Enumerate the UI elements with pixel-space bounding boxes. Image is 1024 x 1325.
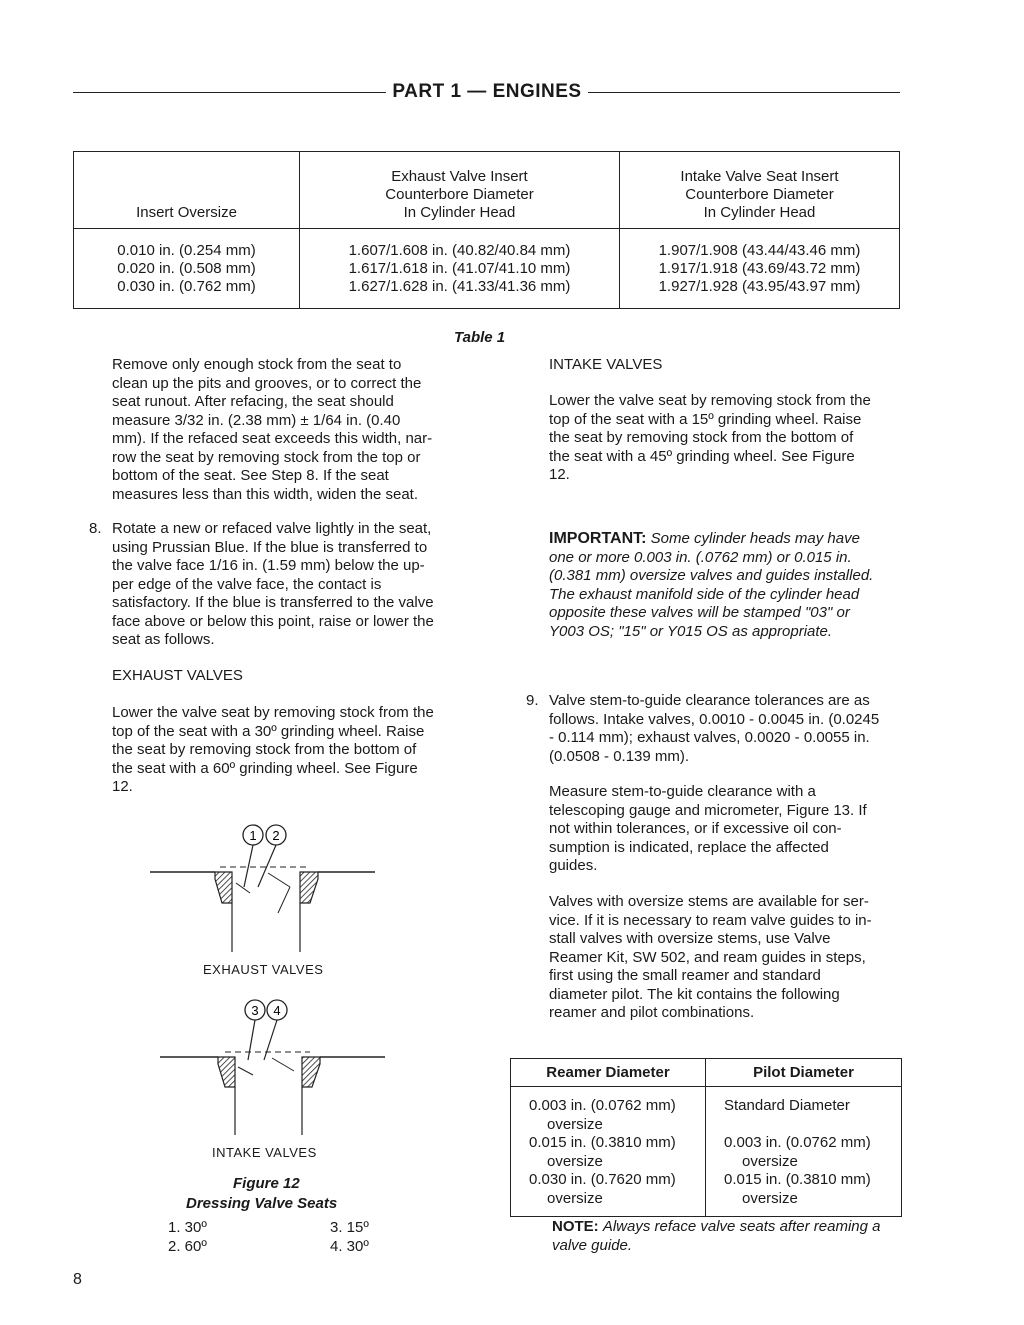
legend-item-2: 2. 60º [168,1238,207,1255]
table-header-exhaust [300,152,620,229]
text-line: seat runout. After refacing, the seat should [112,393,394,410]
legend-item-3: 3. 15º [330,1219,369,1236]
table-header-intake [620,152,900,229]
text-line: (0.381 mm) oversize valves and guides installed. [549,567,874,584]
text-line: Reamer Kit, SW 502, and ream guides in steps, [549,948,866,966]
text-line: reamer and pilot combinations. [549,1004,755,1021]
text-line: Remove only enough stock from the seat to [112,356,402,373]
table-reamer-pilot [510,1058,902,1217]
header-text: Insert Oversize [136,204,237,221]
table-cell-intake [620,229,900,309]
paragraph-remove-stock [112,356,463,504]
cell-line: 0.015 in. (0.3810 mm) [529,1134,676,1151]
callout-2: 2 [272,828,280,843]
important-text: Some cylinder heads may have [650,530,860,547]
text-line: one or more 0.003 in. (.0762 mm) or 0.015 in. [549,548,852,566]
text-line: row the seat by removing stock from the top or [112,448,421,466]
text-line: top of the seat with a 15º grinding wheel. Raise [549,410,862,428]
note [552,1218,902,1255]
text-line: valve guide. [552,1236,633,1254]
text-line: 12. [112,778,133,795]
note-label: NOTE: [552,1218,599,1235]
table-header-row [511,1059,902,1087]
cell-line: 0.030 in. (0.762 mm) [117,278,256,295]
important-note [549,530,900,641]
text-line: not within tolerances, or if excessive oil con- [549,820,842,837]
text-line: The exhaust manifold side of the cylinder head [549,585,860,603]
text-line: measure 3/32 in. (2.38 mm) ± 1/64 in. (0.40 [112,411,401,429]
header-text: Counterbore Diameter [385,186,534,203]
cell-line: 1.917/1.918 (43.69/43.72 mm) [658,260,861,277]
header-text: Counterbore Diameter [685,186,834,203]
cell-line: 0.003 in. (0.0762 mm) [529,1097,676,1114]
text-line: clean up the pits and grooves, or to correct the [112,374,422,392]
callout-3: 3 [251,1003,259,1018]
text-line: face above or below this point, raise or lower the [112,612,434,630]
cell-line: 1.617/1.618 in. (41.07/41.10 mm) [348,260,571,277]
table-cell-exhaust [300,229,620,309]
intake-valve-diagram [150,995,400,1140]
text-line: top of the seat with a 30º grinding wheel. Raise [112,722,425,740]
figure-12-caption: Figure 12 [233,1175,300,1192]
text-line: the valve face 1/16 in. (1.59 mm) below the up- [112,557,425,574]
cell-line: 1.607/1.608 in. (40.82/40.84 mm) [348,242,571,259]
table-insert-oversize [73,151,900,309]
callout-4: 4 [273,1003,281,1018]
text-line: Lower the valve seat by removing stock from the [549,392,871,409]
paragraph-exhaust-valves [112,704,463,797]
text-line: stall valves with oversize stems, use Valve [549,930,831,947]
cell-spacer [724,1116,901,1135]
text-line: guides. [549,857,598,874]
text-line: opposite these valves will be stamped "03" or [549,604,850,621]
text-line: Valves with oversize stems are available for ser- [549,893,869,910]
text-line: diameter pilot. The kit contains the following [549,985,840,1003]
header-text: Exhaust Valve Insert [391,168,528,185]
paragraph-measure [549,783,900,876]
paragraph-intake-valves [549,392,900,485]
table-cell-reamer [511,1087,706,1217]
text-line: (0.0508 - 0.139 mm). [549,747,690,765]
text-line: satisfactory. If the blue is transferred to the valve [112,594,434,611]
cell-line: Standard Diameter [724,1097,850,1114]
text-line: using Prussian Blue. If the blue is transferred to [112,538,428,556]
heading-intake-valves: INTAKE VALVES [549,356,663,373]
header-text: In Cylinder Head [403,204,516,221]
text-line: bottom of the seat. See Step 8. If the seat [112,467,389,484]
cell-line: 0.030 in. (0.7620 mm) [529,1171,676,1188]
figure-12-title: Dressing Valve Seats [186,1195,338,1212]
text-line: Y003 OS; "15" or Y015 OS as appropriate. [549,622,833,640]
text-line: the seat with a 45º grinding wheel. See Figure [549,447,855,465]
table1-caption: Table 1 [454,329,506,346]
cell-line: oversize [742,1189,798,1207]
cell-line: 1.927/1.928 (43.95/43.97 mm) [658,278,861,295]
table-cell-oversize [74,229,300,309]
cell-line: oversize [547,1115,603,1133]
text-line: follows. Intake valves, 0.0010 - 0.0045 in. (0.0245 [549,710,880,728]
text-line: Rotate a new or refaced valve lightly in the seat, [112,520,432,537]
heading-exhaust-valves: EXHAUST VALVES [112,667,243,684]
note-text: Always reface valve seats after reaming a [602,1218,881,1235]
header-text: In Cylinder Head [703,204,816,221]
table-header-insert-oversize [74,152,300,229]
table-cell-pilot [706,1087,902,1217]
cell-line: 1.627/1.628 in. (41.33/41.36 mm) [348,278,571,295]
text-line: Measure stem-to-guide clearance with a [549,783,816,800]
legend-item-4: 4. 30º [330,1238,369,1255]
text-line: vice. If it is necessary to ream valve guides to in- [549,911,872,929]
header-rule-right [588,92,900,93]
header-text: Intake Valve Seat Insert [680,168,839,185]
intake-valves-label: INTAKE VALVES [212,1145,317,1160]
text-line: the seat by removing stock from the bottom of [112,741,417,758]
table-header-pilot: Pilot Diameter [706,1059,902,1087]
text-line: 12. [549,466,570,483]
cell-line: 1.907/1.908 (43.44/43.46 mm) [658,242,861,259]
cell-line: 0.003 in. (0.0762 mm) [724,1134,871,1151]
text-line: sumption is indicated, replace the affected [549,838,829,856]
paragraph-step-8 [112,520,463,650]
text-line: per edge of the valve face, the contact is [112,575,382,593]
page-title: PART 1 — ENGINES [392,81,582,102]
cell-line: oversize [742,1152,798,1170]
paragraph-step-9 [549,692,900,766]
exhaust-valves-label: EXHAUST VALVES [203,962,324,977]
table-header-row [74,152,900,229]
table-row [74,229,900,309]
text-line: Valve stem-to-guide clearance tolerances are as [549,692,870,709]
page-number: 8 [73,1271,82,1288]
cell-line: 0.015 in. (0.3810 mm) [724,1171,871,1188]
important-label: IMPORTANT: [549,530,647,547]
callout-1: 1 [249,828,257,843]
text-line: first using the small reamer and standard [549,967,821,984]
important-first-line [549,530,900,549]
step-8-number: 8. [89,520,102,537]
header-rule-left [73,92,386,93]
text-line: the seat by removing stock from the bottom of [549,429,854,446]
exhaust-valve-diagram [140,815,390,960]
text-line: seat as follows. [112,631,215,648]
cell-line: 0.020 in. (0.508 mm) [117,260,256,277]
text-line: the seat with a 60º grinding wheel. See Figure [112,759,418,777]
cell-line: 0.010 in. (0.254 mm) [117,242,256,259]
table-header-reamer: Reamer Diameter [511,1059,706,1087]
cell-line: oversize [547,1152,603,1170]
text-line: Lower the valve seat by removing stock from the [112,704,434,721]
text-line: mm). If the refaced seat exceeds this width, nar- [112,430,433,447]
paragraph-oversize-stems [549,893,900,1023]
step-9-number: 9. [526,692,539,709]
legend-item-1: 1. 30º [168,1219,207,1236]
text-line: measures less than this width, widen the seat. [112,485,418,503]
text-line: - 0.114 mm); exhaust valves, 0.0020 - 0.0055 in. [549,729,870,746]
text-line: telescoping gauge and micrometer, Figure 13. If [549,801,867,819]
table-row [511,1087,902,1217]
note-first-line [552,1218,902,1237]
cell-line: oversize [547,1189,603,1207]
